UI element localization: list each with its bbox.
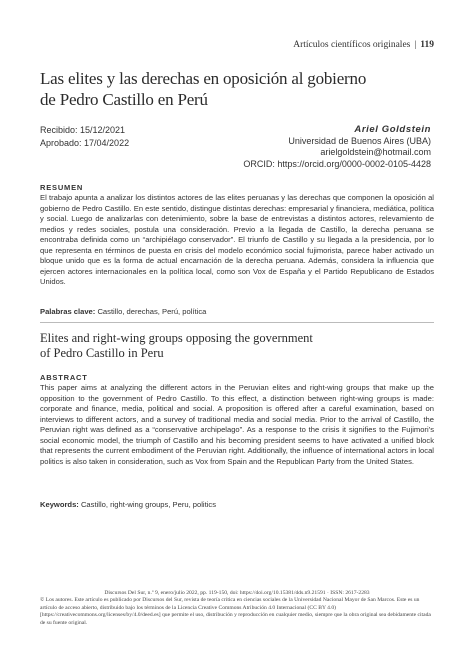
english-title-line-1: Elites and right-wing groups opposing the government bbox=[40, 331, 313, 345]
keywords-en-label: Keywords: bbox=[40, 500, 79, 509]
resumen-text: El trabajo apunta a analizar los distintos actores de las elites peruanas y las derechas que componen la oposición al gobierno de Pedro Castillo. En este sentido, distingue distintas derechas: empresarial y financiera, mediática, política y social. Luego de analizarlas con detenimiento, sobre la base de entrevistas a distintos actores, relevamiento de medios y redes sociales, postula una consideración. Previo a la llegada de Castillo, la derecha peruana se encontraba definida como un “archipiélago conservador”. El triunfo de Castillo y su llegada a la presidencia, por lo que representa en términos de puesta en crisis del modelo económico social fujimorista, parece haber activado un bloque unido que es la forma de actual encarnación de la derecha peruana. Además, considera la influencia que ejercen actores internacionales en la política local, como son Vox de España y el Partido Republicano de Estados Unidos. bbox=[40, 193, 434, 286]
english-title bbox=[40, 331, 434, 361]
abstract-text: This paper aims at analyzing the different actors in the Peruvian elites and right-wing groups that make up the opposition to the government of Pedro Castillo. To this effect, a distinction between right-wing groups is made: corporate and finance, media, political and social. A proposition is offered after a careful examination, based on interviews to different actors, and a survey of traditional media and social media. Prior to the arrival of Castillo, the Peruvian right was defined as a “conservative archipelago”. As a response to the crisis it signifies to the Fujimori’s social economic model, the triumph of Castillo and his becoming president seems to have activated a unified block that represents the current embodiment of the Peruvian right. Additionally, the influence of international actors in local politics is also taken in consideration, such as Vox from Spain and the Republican Party from the United States. bbox=[40, 383, 434, 466]
article-title bbox=[40, 68, 440, 110]
english-title-line-2: of Pedro Castillo in Peru bbox=[40, 346, 164, 360]
author-block bbox=[243, 124, 431, 170]
author-name: Ariel Goldstein bbox=[354, 124, 431, 135]
header-separator: | bbox=[414, 40, 417, 50]
abstract-heading: ABSTRACT bbox=[40, 373, 88, 382]
running-head bbox=[293, 40, 434, 50]
footer-citation: Discursos Del Sur, n.º 9, enero/julio 2022, pp. 119-150, doi: https://doi.org/10.15381/dds.n9.21591 · ISSN: 2617-2283 bbox=[104, 590, 370, 596]
page-number: 119 bbox=[420, 40, 434, 50]
author-orcid[interactable]: ORCID: https://orcid.org/0000-0002-0105-4428 bbox=[243, 158, 431, 169]
section-name: Artículos científicos originales bbox=[293, 40, 411, 50]
approved-date: Aprobado: 17/04/2022 bbox=[40, 138, 130, 148]
keywords-es-label: Palabras clave: bbox=[40, 307, 96, 316]
keywords-es bbox=[40, 307, 434, 316]
divider bbox=[40, 322, 434, 323]
title-line-2: de Pedro Castillo en Perú bbox=[40, 90, 208, 109]
footer-license: © Los autores. Este artículo es publicado por Discursos del Sur, revista de teoría crítica en ciencias sociales de la Universidad Nacional Mayor de San Marcos. Este es un artículo de acceso abierto, distribuido bajo los términos de la Licencia Creative Commons Atribución 4.0 Internacional (CC BY 4.0) [https://creativecommons.org/licenses/by/4.0/deed.es] que permite el uso, distribución y reproducción en cualquier medio, siempre que la obra original sea debidamente citada de su fuente original. bbox=[40, 597, 431, 626]
keywords-en bbox=[40, 500, 434, 509]
keywords-es-values: Castillo, derechas, Perú, política bbox=[97, 307, 207, 316]
author-affiliation: Universidad de Buenos Aires (UBA) bbox=[288, 135, 431, 146]
dates-block bbox=[40, 124, 129, 150]
footer bbox=[40, 590, 434, 627]
author-email[interactable]: arielgoldstein@hotmail.com bbox=[320, 147, 431, 158]
resumen-heading: RESUMEN bbox=[40, 183, 84, 192]
received-date: Recibido: 15/12/2021 bbox=[40, 125, 126, 135]
title-line-1: Las elites y las derechas en oposición al gobierno bbox=[40, 69, 367, 88]
keywords-en-values: Castillo, right-wing groups, Peru, politics bbox=[80, 500, 217, 509]
